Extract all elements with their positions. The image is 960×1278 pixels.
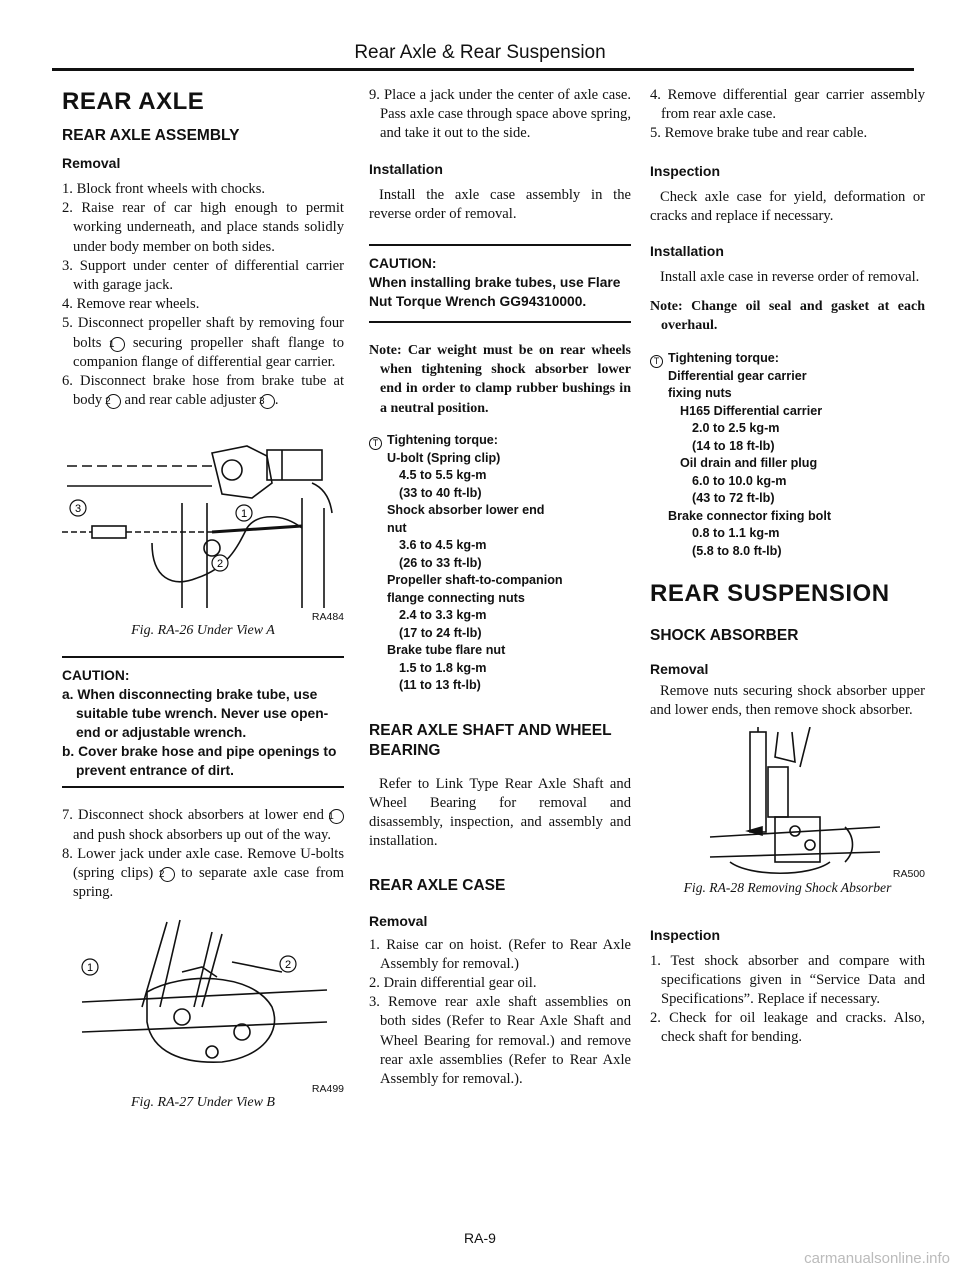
- torque-spec-line: (33 to 40 ft-lb): [399, 485, 482, 500]
- fig1-label-1: 1: [240, 508, 248, 521]
- step-5: [62, 314, 344, 372]
- case-step-4: 4. Remove differential gear carrier assembly from rear axle case.: [650, 87, 925, 123]
- axle-shaft-text: Refer to Link Type Rear Axle Shaft and Wheel Bearing for removal and disassembly, inspection, and assembly and installation.: [369, 775, 631, 850]
- torque-spec-line: Shock absorber lower end: [387, 503, 545, 518]
- torque-spec-line: 2.4 to 3.3 kg-m: [399, 608, 487, 623]
- shock-inspection-steps: [650, 952, 925, 1048]
- under-view-b-illustration: [62, 912, 344, 1082]
- page-number: RA-9: [464, 1230, 496, 1246]
- torque-title: [369, 432, 631, 450]
- torque-list-2: [650, 368, 925, 561]
- figure-caption-ra-27: Fig. RA-27 Under View B: [131, 1095, 275, 1111]
- step-4: 4. Remove rear wheels.: [62, 296, 200, 313]
- heading-inspection: Inspection: [650, 162, 721, 179]
- case-step-1: 1. Raise car on hoist. (Refer to Rear Axle Assembly for removal.): [369, 936, 631, 972]
- caution-a: a. When disconnecting brake tube, use suitable tube wrench. Never use open-end or adjustable wrench.: [62, 687, 329, 741]
- heading-case-installation: Installation: [650, 243, 724, 260]
- caution2-block: [369, 246, 631, 321]
- torque-spec-line: 4.5 to 5.5 kg-m: [399, 468, 487, 483]
- step-5-b: securing propeller shaft flange to companion flange of differential gear carrier.: [73, 334, 344, 370]
- caution-block: [62, 658, 344, 786]
- step-8-b: to separate axle case from spring.: [73, 865, 344, 901]
- step-7-a: 7. Disconnect shock absorbers at lower end: [62, 807, 324, 824]
- torque-block-1: [369, 432, 631, 695]
- note-oil-seal: Note: Change oil seal and gasket at each overhaul.: [650, 299, 925, 334]
- heading-rear-axle: REAR AXLE: [62, 88, 205, 115]
- figure-caption-ra-26: Fig. RA-26 Under View A: [131, 623, 275, 639]
- figure-ra-28: [650, 727, 925, 896]
- callout-1: 1: [110, 337, 125, 352]
- inspection-text: Check axle case for yield, deformation or cracks and replace if necessary.: [650, 188, 925, 224]
- torque-title-2: [650, 350, 925, 368]
- caution-title: CAUTION:: [62, 668, 130, 684]
- column-middle: [369, 86, 631, 1089]
- torque-title-text: Tightening torque:: [387, 432, 498, 447]
- heading-axle-shaft: REAR AXLE SHAFT AND WHEEL BEARING: [369, 721, 612, 759]
- torque-spec-2-line: Differential gear carrier: [668, 368, 807, 383]
- step-6-b: and rear cable adjuster: [124, 392, 257, 409]
- removal-steps-continued: [62, 806, 344, 902]
- callout-2b: 2: [160, 867, 175, 882]
- shock-step-1: 1. Test shock absorber and compare with specifications given in “Service Data and Specifications”. Replace if necessary.: [650, 952, 925, 1007]
- torque-spec-line: (26 to 33 ft-lb): [399, 555, 482, 570]
- case-step-5: 5. Remove brake tube and rear cable.: [650, 125, 868, 142]
- torque-spec-2-line: (43 to 72 ft-lb): [692, 491, 775, 506]
- column-right: [650, 86, 925, 1048]
- step-5-a: 5. Disconnect propeller shaft by removing four bolts: [62, 315, 344, 351]
- torque-spec-line: (17 to 24 ft-lb): [399, 625, 482, 640]
- case-removal-steps: [369, 936, 631, 1090]
- heading-axle-case: REAR AXLE CASE: [369, 876, 506, 894]
- heading-removal: Removal: [62, 155, 121, 171]
- figure-ra-27: [62, 912, 344, 1111]
- under-view-a-illustration: [62, 428, 344, 608]
- torque-spec-2-line: Oil drain and filler plug: [680, 456, 818, 471]
- installation-text: Install the axle case assembly in the reverse order of removal.: [369, 186, 631, 222]
- step-8: [62, 845, 344, 903]
- running-header: Rear Axle & Rear Suspension: [354, 42, 606, 63]
- callout-1b: 1: [329, 809, 344, 824]
- torque-spec-line: Brake tube flare nut: [387, 643, 506, 658]
- figure-code-ra484: RA484: [311, 611, 344, 624]
- caution-b: b. Cover brake hose and pipe openings to prevent entrance of dirt.: [62, 744, 337, 779]
- step-8-a: 8. Lower jack under axle case. Remove U-bolts (spring clips): [62, 845, 344, 882]
- caution2-text: When installing brake tubes, use Flare Nut Torque Wrench GG94310000.: [369, 275, 621, 310]
- torque-spec-2-line: (5.8 to 8.0 ft-lb): [692, 543, 782, 558]
- heading-rear-axle-assembly: REAR AXLE ASSEMBLY: [62, 127, 240, 144]
- heading-shock-inspection: Inspection: [650, 926, 721, 943]
- shock-removal-text: Remove nuts securing shock absorber upper and lower ends, then remove shock absorber.: [650, 683, 925, 719]
- torque-spec-line: nut: [387, 520, 407, 535]
- step-6-a: 6. Disconnect brake hose from brake tube at body: [62, 373, 344, 409]
- callout-2: 2: [106, 394, 121, 409]
- torque-spec-line: 1.5 to 1.8 kg-m: [399, 660, 487, 675]
- step-6-end: .: [274, 392, 279, 409]
- figure-caption-ra-28: Fig. RA-28 Removing Shock Absorber: [683, 879, 892, 895]
- heading-installation: Installation: [369, 160, 443, 177]
- torque-wrench-icon-2: T: [650, 355, 663, 368]
- torque-block-2: [650, 350, 925, 561]
- fig2-label-1: 1: [86, 962, 94, 975]
- step-6: [62, 372, 344, 410]
- torque-title-text-2: Tightening torque:: [668, 350, 779, 365]
- torque-list: [369, 450, 631, 695]
- watermark: carmanualsonline.info: [804, 1250, 950, 1267]
- removal-steps: [62, 180, 344, 410]
- torque-spec-2-line: fixing nuts: [668, 386, 732, 401]
- column-left: [62, 86, 344, 1111]
- heading-shock-absorber: SHOCK ABSORBER: [650, 627, 799, 645]
- torque-spec-line: 3.6 to 4.5 kg-m: [399, 538, 487, 553]
- fig1-label-2: 2: [216, 558, 224, 571]
- fig1-label-3: 3: [74, 503, 82, 516]
- header-rule: [52, 68, 914, 71]
- figure-code-ra499: RA499: [311, 1083, 344, 1096]
- torque-spec-2-line: H165 Differential carrier: [680, 403, 823, 418]
- case-step-3: 3. Remove rear axle shaft assemblies on both sides (Refer to Rear Axle Shaft and Wheel Bearing for removal.) and remove rear axle assemblies (Refer to Rear Axle Assembly for removal.).: [369, 994, 631, 1088]
- heading-case-removal: Removal: [369, 912, 428, 929]
- step-7-b: and push shock absorbers up out of the way.: [73, 826, 332, 843]
- note-car-weight: Note: Car weight must be on rear wheels when tightening shock absorber lower end in order to clamp rubber bushings in a neutral position.: [369, 343, 631, 416]
- torque-spec-2-line: 6.0 to 10.0 kg-m: [692, 473, 787, 488]
- torque-wrench-icon: T: [369, 437, 382, 450]
- heading-rear-suspension: REAR SUSPENSION: [650, 580, 890, 608]
- torque-spec-2-line: 0.8 to 1.1 kg-m: [692, 526, 780, 541]
- caution2-bottom-rule: [369, 321, 631, 323]
- case-step-2: 2. Drain differential gear oil.: [369, 975, 537, 992]
- figure-code-ra500: RA500: [892, 867, 925, 880]
- torque-spec-line: U-bolt (Spring clip): [387, 450, 501, 465]
- caution2-title: CAUTION:: [369, 256, 437, 272]
- step-9: 9. Place a jack under the center of axle case. Pass axle case through space above spring, and take it out to the side.: [369, 87, 631, 142]
- step-1: 1. Block front wheels with chocks.: [62, 181, 266, 197]
- torque-spec-line: (11 to 13 ft-lb): [399, 678, 481, 693]
- callout-3: 3: [260, 394, 275, 409]
- step-3: 3. Support under center of differential carrier with garage jack.: [62, 257, 344, 294]
- figure-ra-26: [62, 428, 344, 638]
- torque-spec-line: flange connecting nuts: [387, 590, 525, 605]
- heading-shock-removal: Removal: [650, 661, 709, 678]
- torque-spec-2-line: 2.0 to 2.5 kg-m: [692, 421, 780, 436]
- torque-spec-2-line: (14 to 18 ft-lb): [692, 438, 775, 453]
- removing-shock-absorber-illustration: [650, 727, 925, 877]
- step-2: 2. Raise rear of car high enough to permit working underneath, and place stands solidly under body member on both sides.: [62, 200, 344, 255]
- case-installation-text: Install axle case in reverse order of removal.: [660, 269, 920, 286]
- caution-bottom-rule: [62, 786, 344, 788]
- fig2-label-2: 2: [284, 959, 292, 972]
- step-7: [62, 806, 344, 844]
- shock-step-2: 2. Check for oil leakage and cracks. Also, check shaft for bending.: [650, 1010, 925, 1046]
- torque-spec-2-line: Brake connector fixing bolt: [668, 508, 832, 523]
- torque-spec-line: Propeller shaft-to-companion: [387, 573, 563, 588]
